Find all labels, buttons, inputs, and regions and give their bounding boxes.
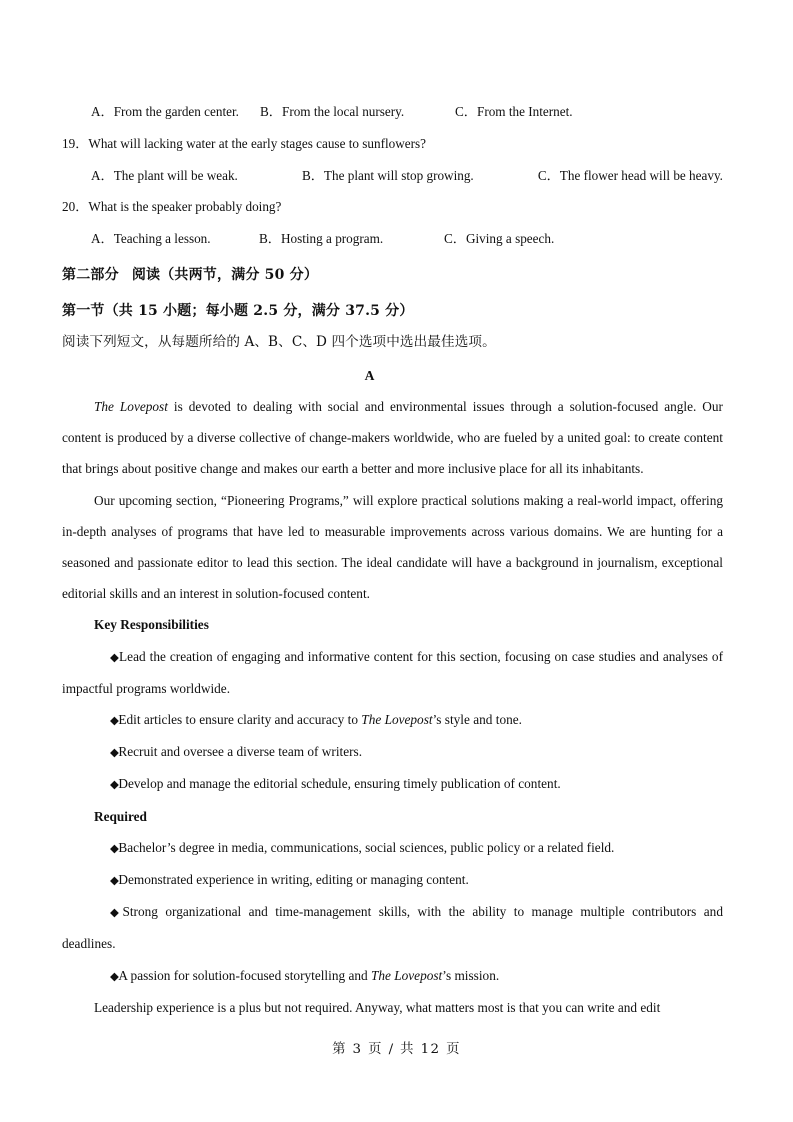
required-heading: Required xyxy=(94,808,147,824)
part-two-title: 阅读（共两节，满分 50 分） xyxy=(131,266,319,283)
required-item xyxy=(62,832,723,864)
option-c[interactable]: C．Giving a speech. xyxy=(444,231,555,247)
item-text: Edit articles to ensure clarity and accuracy to xyxy=(118,712,362,728)
item-text: A passion for solution-focused storytelling and xyxy=(118,967,371,983)
question-20-stem: What is the speaker probably doing? xyxy=(88,199,282,215)
section-instruction: 阅读下列短文，从每题所给的 A、B、C、D 四个选项中选出最佳选项。 xyxy=(62,333,496,350)
key-responsibility-item xyxy=(62,704,723,736)
item-text: Lead the creation of engaging and informative content for this section, focusing on case studies and analyses of impactful programs worldwide. xyxy=(62,648,723,696)
diamond-bullet-icon: ◆ xyxy=(110,745,119,760)
item-text: Recruit and oversee a diverse team of writers. xyxy=(118,744,363,760)
key-responsibilities-heading: Key Responsibilities xyxy=(94,617,209,633)
item-text-tail: ’s mission. xyxy=(442,967,500,983)
section-one-heading: 第一节（共 15 小题；每小题 2.5 分，满分 37.5 分） xyxy=(62,302,414,319)
question-19-stem: What will lacking water at the early stages cause to sunflowers? xyxy=(88,135,426,151)
option-b[interactable]: B．From the local nursery. xyxy=(260,104,405,119)
page-footer: 第 3 页 / 共 12 页 xyxy=(332,1042,461,1057)
required-item xyxy=(62,864,723,896)
part-two-heading xyxy=(62,260,723,291)
item-text: Strong organizational and time-management skills, with the ability to manage multiple contributors and deadlines. xyxy=(62,904,723,952)
option-a[interactable]: A．From the garden center. xyxy=(91,104,239,119)
diamond-bullet-icon: ◆ xyxy=(110,905,123,920)
item-text: Develop and manage the editorial schedule, ensuring timely publication of content. xyxy=(118,776,561,792)
publication-name-italic: The Lovepost xyxy=(370,967,443,983)
required-item xyxy=(62,896,723,959)
options-row-q20 xyxy=(62,223,723,255)
option-b[interactable]: B．The plant will stop growing. xyxy=(301,167,474,183)
option-c[interactable]: C．The flower head will be heavy. xyxy=(537,167,723,183)
option-a[interactable]: A．Teaching a lesson. xyxy=(91,231,211,247)
passage-letter: A xyxy=(364,367,375,383)
item-text: Demonstrated experience in writing, editing or managing content. xyxy=(118,872,469,888)
passage-closing-paragraph: Leadership experience is a plus but not required. Anyway, what matters most is that you can write and edit xyxy=(94,999,661,1015)
publication-name-italic: The Lovepost xyxy=(94,398,168,414)
key-responsibility-item xyxy=(62,641,723,704)
diamond-bullet-icon: ◆ xyxy=(110,713,119,728)
option-b[interactable]: B．Hosting a program. xyxy=(259,231,384,247)
page-content xyxy=(62,96,723,1023)
publication-name-italic: The Lovepost xyxy=(361,712,433,728)
diamond-bullet-icon: ◆ xyxy=(110,873,119,888)
passage-paragraph-2: Our upcoming section, “Pioneering Programs,” will explore practical solutions making a real-world impact, offering in-depth analyses of programs that have led to measurable improvements across various domains. We are hunting for a seasoned and passionate editor to lead this section. The ideal candidate will have a background in journalism, exceptional editorial skills and an interest in solution-focused content. xyxy=(62,492,723,602)
diamond-bullet-icon: ◆ xyxy=(110,777,119,792)
question-19 xyxy=(62,128,723,160)
required-item xyxy=(62,960,723,992)
key-responsibility-item xyxy=(62,736,723,768)
diamond-bullet-icon: ◆ xyxy=(110,840,119,855)
item-text-tail: ’s style and tone. xyxy=(432,712,522,728)
question-19-number: 19． xyxy=(62,135,89,151)
option-c[interactable]: C．From the Internet. xyxy=(455,104,573,119)
options-row-q18 xyxy=(62,96,723,128)
passage-paragraph-1 xyxy=(62,391,723,485)
question-20-number: 20． xyxy=(62,199,89,215)
item-text: Bachelor’s degree in media, communications, social sciences, public policy or a related field. xyxy=(118,839,615,855)
options-row-q19 xyxy=(62,160,723,192)
key-responsibility-item xyxy=(62,768,723,800)
diamond-bullet-icon: ◆ xyxy=(110,649,120,664)
diamond-bullet-icon: ◆ xyxy=(110,968,119,983)
question-20 xyxy=(62,191,723,223)
option-a[interactable]: A．The plant will be weak. xyxy=(91,167,238,183)
passage-paragraph-1-text: is devoted to dealing with social and environmental issues through a solution-focused angle. Our content is produced by a diverse collective of change-makers worldwide, who are fueled by a united goal: to create content that brings about positive change and makes our earth a better and more inclusive place for all its inhabitants. xyxy=(62,398,723,477)
part-two-label: 第二部分 xyxy=(62,266,119,283)
